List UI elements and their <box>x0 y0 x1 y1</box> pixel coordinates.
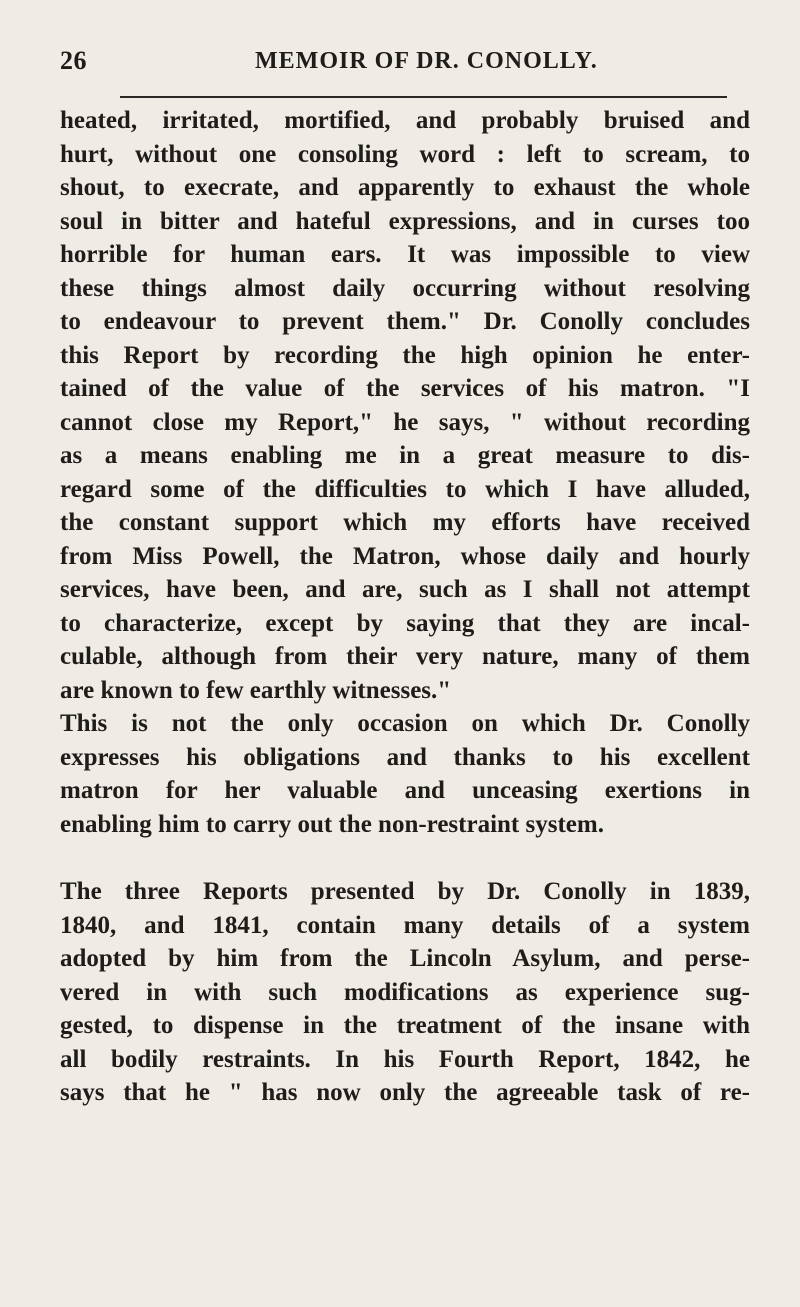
text-line: tained of the value of the services of his matron. "I <box>60 375 750 402</box>
text-line: adopted by him from the Lincoln Asylum, and perse- <box>60 945 750 972</box>
text-line: This is not the only occasion on which Dr. Conolly <box>60 710 750 737</box>
text-line: 1840, and 1841, contain many details of a system <box>60 911 750 939</box>
text-line: says that he " has now only the agreeable task of re- <box>60 1079 750 1106</box>
text-line: regard some of the difficulties to which I have alluded, <box>60 475 750 503</box>
header-rule <box>120 96 727 98</box>
text-line: enabling him to carry out the non-restraint system. <box>60 810 604 838</box>
text-line: as a means enabling me in a great measure to dis- <box>60 442 750 469</box>
text-line: matron for her valuable and unceasing exertions in <box>60 777 750 804</box>
text-line: hurt, without one consoling word : left to scream, to <box>60 140 750 168</box>
page-number: 26 <box>60 46 87 75</box>
text-line: from Miss Powell, the Matron, whose daily and hourly <box>60 542 750 570</box>
text-line: gested, to dispense in the treatment of the insane with <box>60 1012 750 1039</box>
text-line: all bodily restraints. In his Fourth Report, 1842, he <box>60 1045 750 1073</box>
text-line: cannot close my Report," he says, " without recording <box>60 408 750 436</box>
text-line: heated, irritated, mortified, and probably bruised and <box>60 107 750 134</box>
text-line: are known to few earthly witnesses." <box>60 676 452 704</box>
text-line: culable, although from their very nature, many of them <box>60 643 750 670</box>
text-line: to characterize, except by saying that they are incal- <box>60 609 750 637</box>
paragraph-gap <box>60 841 750 875</box>
text-line: soul in bitter and hateful expressions, and in curses too <box>60 207 750 235</box>
text-line: this Report by recording the high opinion he enter- <box>60 341 750 369</box>
text-line: shout, to execrate, and apparently to exhaust the whole <box>60 174 750 201</box>
text-line: expresses his obligations and thanks to his excellent <box>60 743 750 771</box>
text-line: vered in with such modifications as experience sug- <box>60 978 750 1006</box>
text-line: horrible for human ears. It was impossible to view <box>60 241 750 268</box>
text-line: The three Reports presented by Dr. Conolly in 1839, <box>60 878 750 905</box>
running-head <box>60 46 760 82</box>
text-line: services, have been, and are, such as I shall not attempt <box>60 576 750 603</box>
text-line: the constant support which my efforts have received <box>60 509 750 536</box>
text-line: to endeavour to prevent them." Dr. Conolly concludes <box>60 308 750 335</box>
text-line: these things almost daily occurring without resolving <box>60 274 750 302</box>
running-title: MEMOIR OF DR. CONOLLY. <box>255 48 598 74</box>
body-text <box>60 104 750 1110</box>
